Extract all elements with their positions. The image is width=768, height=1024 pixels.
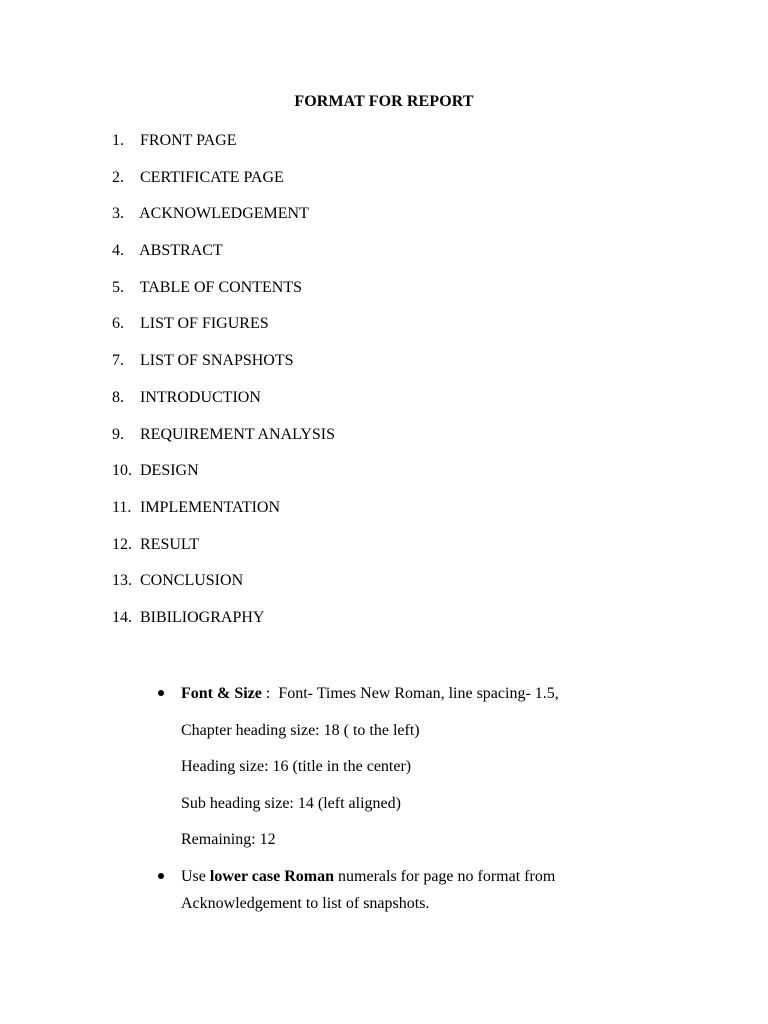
- bullet-first-line: [181, 683, 618, 705]
- list-item: [112, 607, 335, 644]
- list-item: [112, 277, 335, 314]
- item-label: LIST OF FIGURES: [140, 315, 269, 333]
- bullet-pre-text: Use: [181, 867, 210, 885]
- list-item: [112, 424, 335, 461]
- item-number: 3.: [112, 205, 124, 223]
- list-item: [112, 387, 335, 424]
- item-number: 10.: [112, 462, 132, 480]
- item-number: 12.: [112, 535, 132, 553]
- bullet-font-size: [158, 683, 618, 851]
- item-label: TABLE OF CONTENTS: [139, 278, 302, 296]
- item-label: RESULT: [140, 535, 199, 553]
- bullet-post-text: numerals for page no format from: [334, 867, 556, 885]
- item-number: 6.: [112, 315, 124, 333]
- bullet-second-line: Acknowledgement to list of snapshots.: [181, 894, 430, 912]
- formatting-notes: [158, 683, 618, 915]
- list-item: [112, 313, 335, 350]
- list-item: [112, 203, 335, 240]
- item-label: ABSTRACT: [139, 242, 223, 260]
- list-item: [112, 350, 335, 387]
- list-item: [112, 534, 335, 571]
- item-number: 14.: [112, 608, 132, 626]
- bullet-bold-label: Font & Size: [181, 685, 262, 702]
- item-label: CONCLUSION: [140, 572, 244, 590]
- bullet-first-line: [181, 866, 618, 888]
- item-label: BIBILIOGRAPHY: [140, 608, 265, 626]
- item-label: INTRODUCTION: [140, 388, 261, 406]
- item-number: 2.: [112, 168, 124, 186]
- item-number: 7.: [112, 352, 124, 370]
- item-number: 8.: [112, 388, 124, 406]
- list-item: [112, 130, 335, 167]
- item-number: 5.: [112, 278, 124, 296]
- item-number: 11.: [112, 498, 132, 516]
- list-item: [112, 570, 335, 607]
- item-number: 13.: [112, 572, 132, 590]
- sub-heading-size: Sub heading size: 14 (left aligned): [181, 794, 401, 812]
- item-number: 4.: [112, 242, 124, 260]
- list-item: [112, 240, 335, 277]
- bullet-bold-text: lower case Roman: [209, 867, 335, 885]
- list-item: [112, 460, 335, 497]
- item-number: 1.: [112, 132, 124, 149]
- remaining-size: Remaining: 12: [181, 831, 276, 848]
- chapter-heading-size: Chapter heading size: 18 ( to the left): [181, 721, 420, 739]
- page-title: FORMAT FOR REPORT: [294, 93, 474, 110]
- bullet-text: Font- Times New Roman, line spacing- 1.5,: [278, 685, 559, 702]
- list-item: [112, 167, 335, 204]
- bullet-dot-icon: [158, 690, 164, 696]
- item-label: IMPLEMENTATION: [140, 498, 281, 516]
- heading-size: Heading size: 16 (title in the center): [181, 758, 412, 775]
- list-item: [112, 497, 335, 534]
- item-label: CERTIFICATE PAGE: [140, 168, 284, 186]
- item-label: REQUIREMENT ANALYSIS: [140, 425, 335, 443]
- item-label: ACKNOWLEDGEMENT: [139, 205, 309, 223]
- item-label: FRONT PAGE: [140, 132, 237, 149]
- report-sections-list: [112, 130, 335, 644]
- item-label: LIST OF SNAPSHOTS: [140, 352, 294, 370]
- item-label: DESIGN: [140, 462, 199, 480]
- bullet-page-numbering: [158, 866, 618, 915]
- bullet-separator: :: [261, 685, 279, 702]
- bullet-dot-icon: [158, 873, 164, 879]
- item-number: 9.: [112, 425, 124, 443]
